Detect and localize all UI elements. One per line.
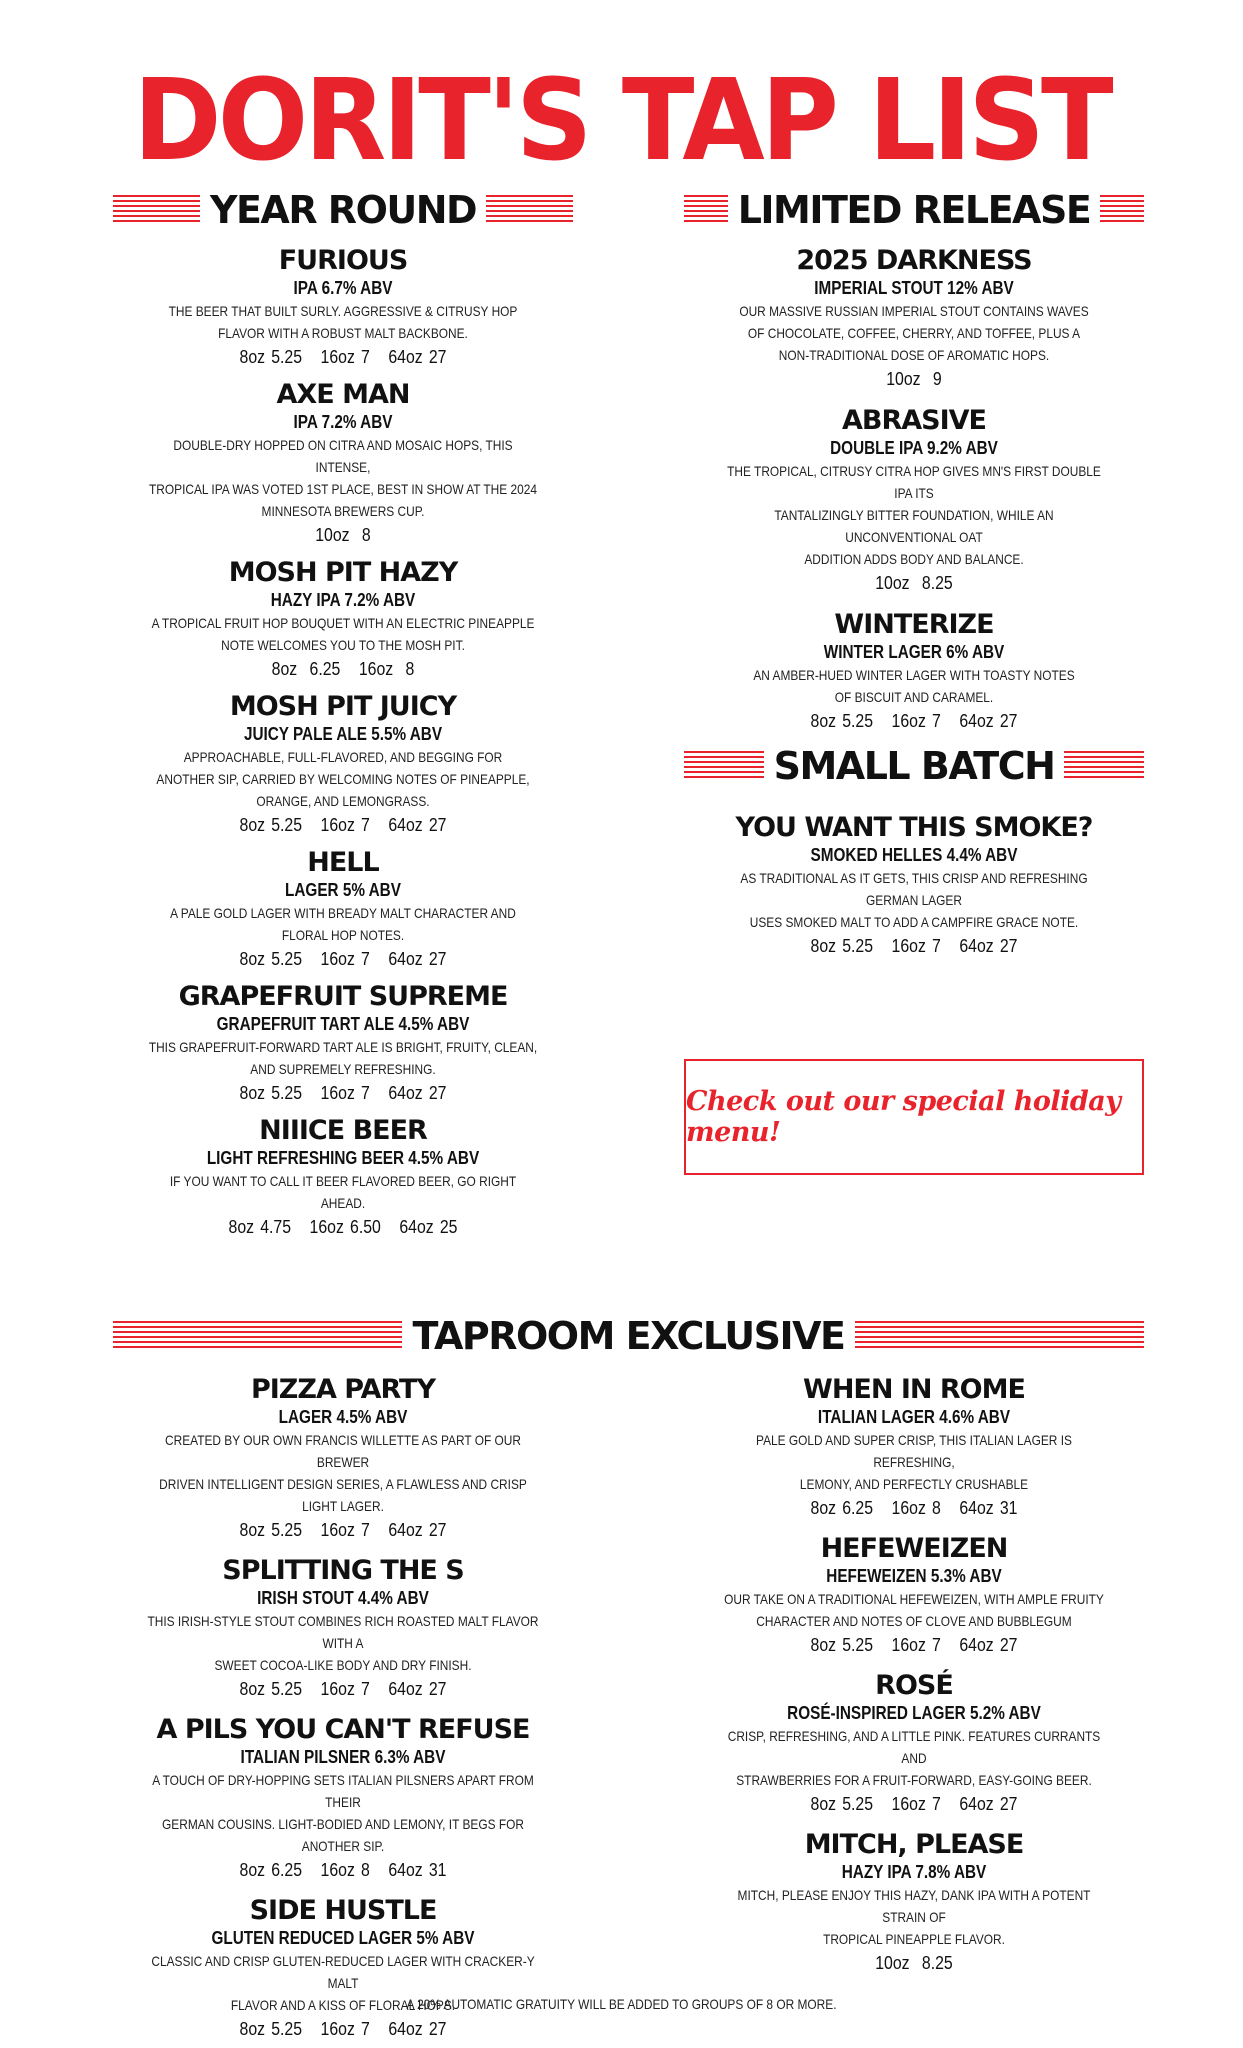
holiday-menu-promo bbox=[684, 1059, 1144, 1175]
beer-name: PIZZA PARTY bbox=[250, 1374, 436, 1405]
beer-name: MITCH, PLEASE bbox=[804, 1829, 1024, 1860]
beer-style: ITALIAN PILSNER 6.3% ABV bbox=[240, 1747, 446, 1767]
beer-description-line: LEMONY, AND PERFECTLY CRUSHABLE bbox=[799, 1476, 1029, 1492]
beer-prices: 8oz 5.25 16oz 7 64oz 27 bbox=[239, 1679, 447, 1699]
section-header-limited-release bbox=[684, 186, 1144, 234]
beer-style: SMOKED HELLES 4.4% ABV bbox=[810, 845, 1018, 865]
beer-description-line: SWEET COCOA-LIKE BODY AND DRY FINISH. bbox=[214, 1657, 472, 1673]
beer-prices: 10oz 8.25 bbox=[875, 573, 953, 593]
beer-style: JUICY PALE ALE 5.5% ABV bbox=[243, 724, 443, 744]
beer-description-line: TROPICAL IPA WAS VOTED 1ST PLACE, BEST IN SHOW AT THE 2024 bbox=[149, 481, 537, 497]
beer-style: IPA 6.7% ABV bbox=[293, 278, 393, 298]
beer-description-line: A TOUCH OF DRY-HOPPING SETS ITALIAN PILSNERS APART FROM THEIR bbox=[152, 1772, 534, 1810]
small-batch-list bbox=[684, 813, 1144, 959]
beer-description-line: FLORAL HOP NOTES. bbox=[281, 927, 405, 943]
beer-description-line: STRAWBERRIES FOR A FRUIT-FORWARD, EASY-GOING BEER. bbox=[736, 1772, 1092, 1788]
beer-name: HELL bbox=[307, 847, 379, 878]
beer-description-line: GERMAN COUSINS. LIGHT-BODIED AND LEMONY, IT BEGS FOR ANOTHER SIP. bbox=[162, 1816, 524, 1854]
beer-description-line: CRISP, REFRESHING, AND A LITTLE PINK. FEATURES CURRANTS AND bbox=[727, 1728, 1101, 1766]
section-title: YEAR ROUND bbox=[209, 188, 477, 232]
beer-style: HEFEWEIZEN 5.3% ABV bbox=[826, 1566, 1002, 1586]
beer-description-line: PALE GOLD AND SUPER CRISP, THIS ITALIAN LAGER IS REFRESHING, bbox=[756, 1432, 1072, 1470]
beer-name: MOSH PIT JUICY bbox=[229, 691, 457, 722]
beer-style: LAGER 4.5% ABV bbox=[278, 1407, 408, 1427]
beer-description-line: DRIVEN INTELLIGENT DESIGN SERIES, A FLAWLESS AND CRISP LIGHT LAGER. bbox=[159, 1476, 527, 1514]
beer-name: NIIICE BEER bbox=[259, 1115, 427, 1146]
beer-description-line: APPROACHABLE, FULL-FLAVORED, AND BEGGING FOR bbox=[183, 749, 503, 765]
section-title: LIMITED RELEASE bbox=[737, 188, 1091, 232]
beer-item bbox=[113, 1896, 573, 2042]
header-stripes bbox=[113, 195, 200, 225]
beer-prices: 8oz 6.25 16oz 8 64oz 31 bbox=[810, 1498, 1018, 1518]
beer-description-line: DOUBLE-DRY HOPPED ON CITRA AND MOSAIC HOPS, THIS INTENSE, bbox=[173, 437, 513, 475]
beer-description-line: THIS IRISH-STYLE STOUT COMBINES RICH ROASTED MALT FLAVOR WITH A bbox=[147, 1613, 539, 1651]
beer-item bbox=[113, 1375, 573, 1543]
beer-item bbox=[684, 1534, 1144, 1658]
beer-item bbox=[113, 246, 573, 370]
beer-item bbox=[113, 558, 573, 682]
promo-text: Check out our special holiday menu! bbox=[686, 1086, 1121, 1148]
beer-item bbox=[684, 246, 1144, 392]
taproom-exclusive-right-list bbox=[684, 1375, 1144, 1976]
beer-item bbox=[684, 1830, 1144, 1976]
beer-name: WINTERIZE bbox=[834, 609, 994, 640]
beer-description-line: OF BISCUIT AND CARAMEL. bbox=[834, 689, 994, 705]
beer-description-line: FLAVOR AND A KISS OF FLORAL HOPS. bbox=[230, 1997, 456, 2013]
beer-name: FURIOUS bbox=[278, 245, 408, 276]
beer-description-line: AN AMBER-HUED WINTER LAGER WITH TOASTY NOTES bbox=[753, 667, 1075, 683]
gratuity-notice: A 20% AUTOMATIC GRATUITY WILL BE ADDED TO GROUPS OF 8 OR MORE. bbox=[406, 1996, 837, 2012]
beer-prices: 8oz 5.25 16oz 7 64oz 27 bbox=[239, 815, 447, 835]
beer-prices: 8oz 5.25 16oz 7 64oz 27 bbox=[810, 1794, 1018, 1814]
beer-name: YOU WANT THIS SMOKE? bbox=[735, 812, 1093, 843]
beer-description-line: ADDITION ADDS BODY AND BALANCE. bbox=[804, 551, 1024, 567]
beer-description-line: CHARACTER AND NOTES OF CLOVE AND BUBBLEGUM bbox=[756, 1613, 1072, 1629]
beer-style: GLUTEN REDUCED LAGER 5% ABV bbox=[211, 1928, 475, 1948]
beer-description-line: ORANGE, AND LEMONGRASS. bbox=[256, 793, 430, 809]
beer-description-line: CREATED BY OUR OWN FRANCIS WILLETTE AS PART OF OUR BREWER bbox=[165, 1432, 521, 1470]
beer-description-line: THE TROPICAL, CITRUSY CITRA HOP GIVES MN'S FIRST DOUBLE IPA ITS bbox=[727, 463, 1101, 501]
beer-style: GRAPEFRUIT TART ALE 4.5% ABV bbox=[216, 1014, 470, 1034]
year-round-list bbox=[113, 246, 573, 1240]
beer-item bbox=[684, 610, 1144, 734]
beer-item bbox=[684, 1375, 1144, 1521]
header-stripes bbox=[486, 195, 573, 225]
beer-item bbox=[113, 692, 573, 838]
beer-prices: 10oz 9 bbox=[886, 369, 942, 389]
beer-item bbox=[113, 982, 573, 1106]
beer-style: WINTER LAGER 6% ABV bbox=[823, 642, 1005, 662]
beer-style: ROSÉ-INSPIRED LAGER 5.2% ABV bbox=[787, 1703, 1041, 1723]
beer-style: HAZY IPA 7.2% ABV bbox=[270, 590, 416, 610]
beer-item bbox=[113, 1556, 573, 1702]
beer-style: IMPERIAL STOUT 12% ABV bbox=[814, 278, 1014, 298]
beer-prices: 8oz 5.25 16oz 7 64oz 27 bbox=[810, 936, 1018, 956]
beer-prices: 8oz 5.25 16oz 7 64oz 27 bbox=[810, 1635, 1018, 1655]
beer-description-line: MITCH, PLEASE ENJOY THIS HAZY, DANK IPA WITH A POTENT STRAIN OF bbox=[737, 1887, 1091, 1925]
beer-item bbox=[684, 406, 1144, 596]
beer-prices: 8oz 6.25 16oz 8 64oz 31 bbox=[239, 1860, 447, 1880]
beer-description-line: A TROPICAL FRUIT HOP BOUQUET WITH AN ELECTRIC PINEAPPLE bbox=[151, 615, 535, 631]
header-stripes bbox=[684, 195, 728, 225]
limited-release-list bbox=[684, 246, 1144, 734]
beer-prices: 10oz 8.25 bbox=[875, 1953, 953, 1973]
beer-name: AXE MAN bbox=[276, 379, 410, 410]
beer-item bbox=[684, 813, 1144, 959]
beer-description-line: OF CHOCOLATE, COFFEE, CHERRY, AND TOFFEE, PLUS A bbox=[747, 325, 1081, 341]
beer-item bbox=[113, 1715, 573, 1883]
beer-style: LIGHT REFRESHING BEER 4.5% ABV bbox=[206, 1148, 480, 1168]
beer-description-line: MINNESOTA BREWERS CUP. bbox=[261, 503, 425, 519]
beer-description-line: CLASSIC AND CRISP GLUTEN-REDUCED LAGER WITH CRACKER-Y MALT bbox=[151, 1953, 535, 1991]
beer-name: HEFEWEIZEN bbox=[820, 1533, 1008, 1564]
beer-name: ABRASIVE bbox=[842, 405, 986, 436]
section-title: TAPROOM EXCLUSIVE bbox=[412, 1314, 845, 1358]
taproom-exclusive-left-list bbox=[113, 1375, 573, 2042]
beer-description-line: IF YOU WANT TO CALL IT BEER FLAVORED BEER, GO RIGHT AHEAD. bbox=[169, 1173, 517, 1211]
header-stripes bbox=[855, 1321, 1144, 1351]
beer-style: IRISH STOUT 4.4% ABV bbox=[257, 1588, 429, 1608]
beer-style: DOUBLE IPA 9.2% ABV bbox=[830, 438, 998, 458]
section-header-small-batch bbox=[684, 742, 1144, 790]
beer-description-line: A PALE GOLD LAGER WITH BREADY MALT CHARACTER AND bbox=[170, 905, 516, 921]
beer-name: 2025 DARKNESS bbox=[796, 245, 1032, 276]
beer-description-line: NON-TRADITIONAL DOSE OF AROMATIC HOPS. bbox=[778, 347, 1050, 363]
beer-name: ROSÉ bbox=[875, 1670, 953, 1701]
beer-description-line: OUR MASSIVE RUSSIAN IMPERIAL STOUT CONTAINS WAVES bbox=[739, 303, 1089, 319]
beer-name: MOSH PIT HAZY bbox=[228, 557, 458, 588]
beer-prices: 10oz 8 bbox=[315, 525, 371, 545]
beer-name: WHEN IN ROME bbox=[803, 1374, 1025, 1405]
beer-style: LAGER 5% ABV bbox=[285, 880, 401, 900]
beer-description-line: AS TRADITIONAL AS IT GETS, THIS CRISP AND REFRESHING GERMAN LAGER bbox=[740, 870, 1088, 908]
beer-description-line: TROPICAL PINEAPPLE FLAVOR. bbox=[823, 1931, 1005, 1947]
beer-prices: 8oz 5.25 16oz 7 64oz 27 bbox=[810, 711, 1018, 731]
beer-description-line: FLAVOR WITH A ROBUST MALT BACKBONE. bbox=[218, 325, 468, 341]
header-stripes bbox=[1064, 751, 1144, 781]
beer-style: HAZY IPA 7.8% ABV bbox=[841, 1862, 987, 1882]
beer-description-line: AND SUPREMELY REFRESHING. bbox=[250, 1061, 436, 1077]
beer-description-line: THE BEER THAT BUILT SURLY. AGGRESSIVE & CITRUSY HOP bbox=[168, 303, 518, 319]
header-stripes bbox=[684, 751, 764, 781]
header-stripes bbox=[1100, 195, 1144, 225]
beer-prices: 8oz 5.25 16oz 7 64oz 27 bbox=[239, 1520, 447, 1540]
beer-prices: 8oz 5.25 16oz 7 64oz 27 bbox=[239, 347, 447, 367]
page-title: DORIT'S TAP LIST bbox=[133, 56, 1110, 186]
beer-prices: 8oz 5.25 16oz 7 64oz 27 bbox=[239, 1083, 447, 1103]
beer-item bbox=[684, 1671, 1144, 1817]
beer-item bbox=[113, 380, 573, 548]
section-title: SMALL BATCH bbox=[773, 744, 1055, 788]
beer-description-line: NOTE WELCOMES YOU TO THE MOSH PIT. bbox=[221, 637, 465, 653]
beer-style: ITALIAN LAGER 4.6% ABV bbox=[817, 1407, 1011, 1427]
beer-name: SPLITTING THE S bbox=[222, 1555, 464, 1586]
beer-name: GRAPEFRUIT SUPREME bbox=[178, 981, 508, 1012]
beer-prices: 8oz 6.25 16oz 8 bbox=[271, 659, 415, 679]
beer-description-line: ANOTHER SIP, CARRIED BY WELCOMING NOTES OF PINEAPPLE, bbox=[156, 771, 530, 787]
beer-description-line: THIS GRAPEFRUIT-FORWARD TART ALE IS BRIGHT, FRUITY, CLEAN, bbox=[148, 1039, 538, 1055]
section-header-taproom-exclusive bbox=[113, 1312, 1144, 1360]
beer-item bbox=[113, 848, 573, 972]
header-stripes bbox=[113, 1321, 402, 1351]
beer-prices: 8oz 4.75 16oz 6.50 64oz 25 bbox=[228, 1217, 458, 1237]
beer-description-line: USES SMOKED MALT TO ADD A CAMPFIRE GRACE NOTE. bbox=[749, 914, 1079, 930]
beer-item bbox=[113, 1116, 573, 1240]
beer-description-line: OUR TAKE ON A TRADITIONAL HEFEWEIZEN, WITH AMPLE FRUITY bbox=[724, 1591, 1104, 1607]
beer-style: IPA 7.2% ABV bbox=[293, 412, 393, 432]
section-header-year-round bbox=[113, 186, 573, 234]
beer-prices: 8oz 5.25 16oz 7 64oz 27 bbox=[239, 2019, 447, 2039]
beer-prices: 8oz 5.25 16oz 7 64oz 27 bbox=[239, 949, 447, 969]
beer-name: A PILS YOU CAN'T REFUSE bbox=[156, 1714, 530, 1745]
beer-description-line: TANTALIZINGLY BITTER FOUNDATION, WHILE AN UNCONVENTIONAL OAT bbox=[774, 507, 1054, 545]
beer-name: SIDE HUSTLE bbox=[249, 1895, 437, 1926]
